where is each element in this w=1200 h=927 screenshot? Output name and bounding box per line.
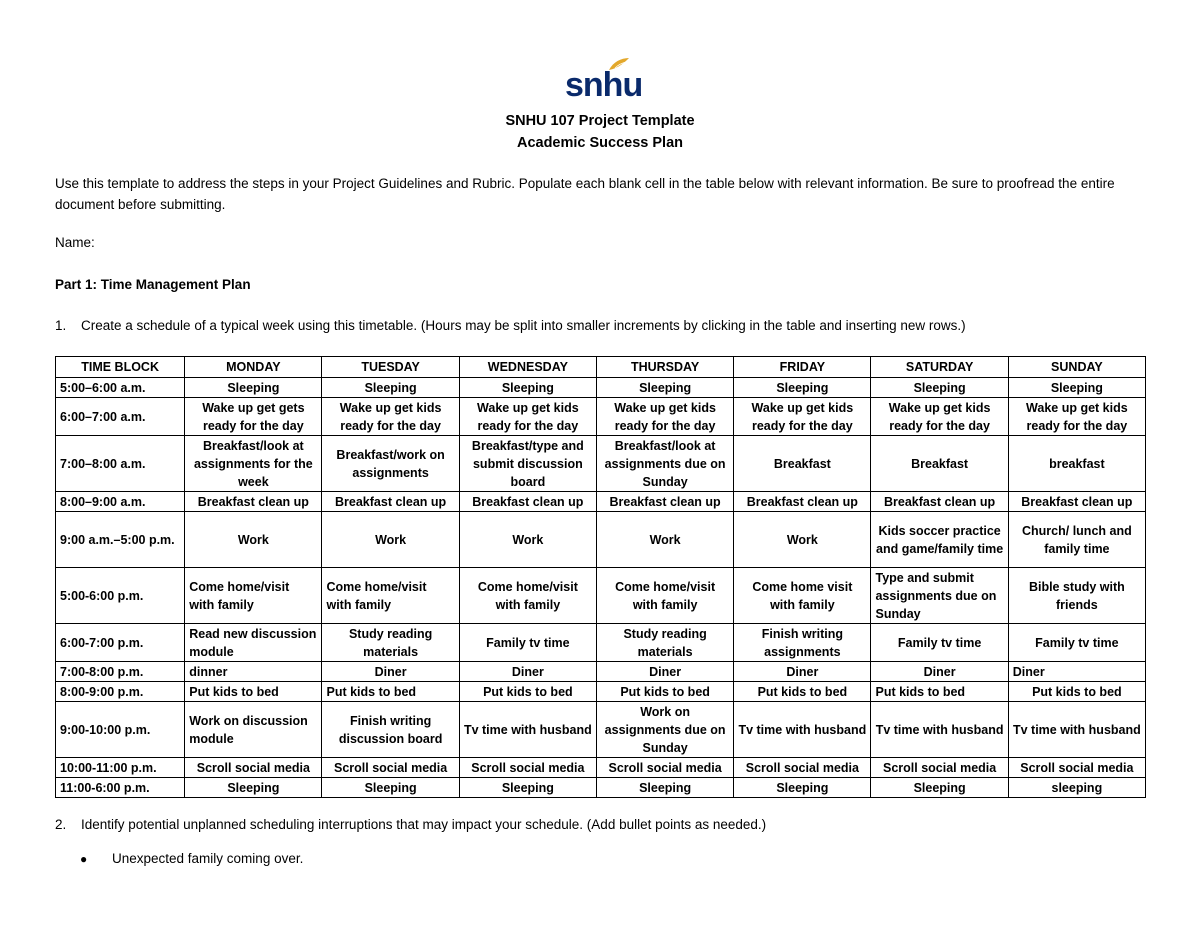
table-cell[interactable]: Put kids to bed — [871, 682, 1008, 702]
table-cell[interactable]: Wake up get kids ready for the day — [734, 398, 871, 436]
table-cell[interactable]: Come home/visit with family — [185, 568, 322, 624]
table-cell[interactable]: Put kids to bed — [596, 682, 733, 702]
step-2 — [55, 817, 766, 832]
header-tuesday: TUESDAY — [322, 357, 459, 378]
table-cell[interactable]: Breakfast clean up — [322, 492, 459, 512]
table-cell[interactable]: Read new discussion module — [185, 624, 322, 662]
table-row — [56, 512, 1146, 568]
table-cell[interactable]: Wake up get gets ready for the day — [185, 398, 322, 436]
table-cell[interactable]: Come home/visit with family — [322, 568, 459, 624]
table-cell[interactable]: Tv time with husband — [871, 702, 1008, 758]
table-cell[interactable]: Sleeping — [734, 378, 871, 398]
table-cell[interactable]: Scroll social media — [596, 758, 733, 778]
table-cell[interactable]: Work — [734, 512, 871, 568]
table-cell[interactable]: Scroll social media — [1008, 758, 1145, 778]
table-cell[interactable]: Sleeping — [596, 378, 733, 398]
table-cell[interactable]: Work — [322, 512, 459, 568]
table-cell[interactable]: Diner — [871, 662, 1008, 682]
table-cell[interactable]: Diner — [322, 662, 459, 682]
table-cell[interactable]: Breakfast clean up — [459, 492, 596, 512]
time-cell[interactable]: 7:00–8:00 a.m. — [56, 436, 185, 492]
table-cell[interactable]: Tv time with husband — [734, 702, 871, 758]
table-row — [56, 702, 1146, 758]
table-cell[interactable]: Finish writing assignments — [734, 624, 871, 662]
table-cell[interactable]: Breakfast/type and submit discussion board — [459, 436, 596, 492]
table-row — [56, 492, 1146, 512]
table-cell[interactable]: Breakfast clean up — [185, 492, 322, 512]
table-cell[interactable]: Sleeping — [322, 378, 459, 398]
table-cell[interactable]: Come home/visit with family — [596, 568, 733, 624]
table-row — [56, 662, 1146, 682]
table-cell[interactable]: Sleeping — [734, 778, 871, 798]
table-cell[interactable]: Tv time with husband — [1008, 702, 1145, 758]
schedule-table — [55, 356, 1146, 798]
table-cell[interactable]: Breakfast/look at assignments due on Sunday — [596, 436, 733, 492]
table-cell[interactable]: Study reading materials — [322, 624, 459, 662]
time-cell[interactable]: 8:00-9:00 p.m. — [56, 682, 185, 702]
table-cell[interactable]: Tv time with husband — [459, 702, 596, 758]
table-row — [56, 378, 1146, 398]
logo-wordmark: snhu — [565, 66, 643, 104]
table-row — [56, 682, 1146, 702]
table-cell[interactable]: Breakfast/work on assignments — [322, 436, 459, 492]
header-time-block: TIME BLOCK — [56, 357, 185, 378]
table-cell[interactable]: Put kids to bed — [459, 682, 596, 702]
table-cell[interactable]: Scroll social media — [459, 758, 596, 778]
table-cell[interactable]: Come home visit with family — [734, 568, 871, 624]
table-cell[interactable]: Sleeping — [596, 778, 733, 798]
table-cell[interactable]: Put kids to bed — [734, 682, 871, 702]
bullet-icon: ● — [80, 852, 88, 866]
table-cell[interactable]: Sleeping — [185, 778, 322, 798]
table-cell[interactable]: Work — [459, 512, 596, 568]
time-cell[interactable]: 6:00–7:00 a.m. — [56, 398, 185, 436]
table-cell[interactable]: Sleeping — [871, 378, 1008, 398]
header-monday: MONDAY — [185, 357, 322, 378]
table-cell[interactable]: Wake up get kids ready for the day — [322, 398, 459, 436]
header-saturday: SATURDAY — [871, 357, 1008, 378]
step-2-text: Identify potential unplanned scheduling interruptions that may impact your schedule. (Add bullet points as needed.) — [81, 817, 767, 832]
table-cell[interactable]: Breakfast clean up — [871, 492, 1008, 512]
snhu-logo — [563, 56, 643, 106]
table-cell[interactable]: Put kids to bed — [322, 682, 459, 702]
intro-paragraph: Use this template to address the steps in your Project Guidelines and Rubric. Populate each blank cell in the table below with relevant information. Be sure to proofread the entire document before submitting. — [55, 176, 1115, 212]
table-cell[interactable]: Come home/visit with family — [459, 568, 596, 624]
table-cell[interactable]: breakfast — [1008, 436, 1145, 492]
table-cell[interactable]: Family tv time — [871, 624, 1008, 662]
table-cell[interactable]: Scroll social media — [734, 758, 871, 778]
table-cell[interactable]: Breakfast clean up — [596, 492, 733, 512]
step-1-text: Create a schedule of a typical week using this timetable. (Hours may be split into smaller increments by clicking in the table and inserting new rows.) — [81, 318, 966, 333]
table-cell[interactable]: Scroll social media — [322, 758, 459, 778]
table-cell[interactable]: Breakfast — [734, 436, 871, 492]
table-cell[interactable]: Study reading materials — [596, 624, 733, 662]
table-cell[interactable]: Work — [185, 512, 322, 568]
table-row — [56, 778, 1146, 798]
table-cell[interactable]: Finish writing discussion board — [322, 702, 459, 758]
table-cell[interactable]: Diner — [1008, 662, 1145, 682]
step-1 — [55, 318, 966, 333]
time-cell[interactable]: 6:00-7:00 p.m. — [56, 624, 185, 662]
table-header-row — [56, 357, 1146, 378]
name-label: Name: — [55, 235, 95, 250]
list-item — [80, 851, 303, 866]
header-wednesday: WEDNESDAY — [459, 357, 596, 378]
time-cell[interactable]: 5:00–6:00 a.m. — [56, 378, 185, 398]
table-cell[interactable]: Sleeping — [1008, 378, 1145, 398]
step-2-number: 2. — [55, 817, 67, 832]
table-cell[interactable]: sleeping — [1008, 778, 1145, 798]
table-cell[interactable]: Type and submit assignments due on Sunday — [871, 568, 1008, 624]
table-cell[interactable]: Family tv time — [1008, 624, 1145, 662]
title-block — [0, 110, 1200, 154]
time-cell[interactable]: 7:00-8:00 p.m. — [56, 662, 185, 682]
table-cell[interactable]: Work — [596, 512, 733, 568]
time-cell[interactable]: 10:00-11:00 p.m. — [56, 758, 185, 778]
table-cell[interactable]: Put kids to bed — [1008, 682, 1145, 702]
table-cell[interactable]: Breakfast/look at assignments for the week — [185, 436, 322, 492]
table-cell[interactable]: Sleeping — [459, 778, 596, 798]
table-cell[interactable]: Work on assignments due on Sunday — [596, 702, 733, 758]
header-sunday: SUNDAY — [1008, 357, 1145, 378]
table-row — [56, 568, 1146, 624]
table-row — [56, 398, 1146, 436]
table-cell[interactable]: Scroll social media — [871, 758, 1008, 778]
table-cell[interactable]: Breakfast clean up — [1008, 492, 1145, 512]
table-cell[interactable]: Put kids to bed — [185, 682, 322, 702]
time-cell[interactable]: 5:00-6:00 p.m. — [56, 568, 185, 624]
table-cell[interactable]: Church/ lunch and family time — [1008, 512, 1145, 568]
table-cell[interactable]: Sleeping — [871, 778, 1008, 798]
table-cell[interactable]: Family tv time — [459, 624, 596, 662]
table-cell[interactable]: Wake up get kids ready for the day — [459, 398, 596, 436]
part1-heading: Part 1: Time Management Plan — [55, 277, 251, 292]
page-subtitle: Academic Success Plan — [516, 135, 684, 151]
table-cell[interactable]: Work on discussion module — [185, 702, 322, 758]
time-cell[interactable]: 8:00–9:00 a.m. — [56, 492, 185, 512]
table-cell[interactable]: Wake up get kids ready for the day — [871, 398, 1008, 436]
table-cell[interactable]: Breakfast clean up — [734, 492, 871, 512]
table-cell[interactable]: Bible study with friends — [1008, 568, 1145, 624]
table-cell[interactable]: Diner — [734, 662, 871, 682]
time-cell[interactable]: 9:00-10:00 p.m. — [56, 702, 185, 758]
table-cell[interactable]: Breakfast — [871, 436, 1008, 492]
table-cell[interactable]: Wake up get kids ready for the day — [1008, 398, 1145, 436]
table-cell[interactable]: Kids soccer practice and game/family time — [871, 512, 1008, 568]
table-cell[interactable]: Scroll social media — [185, 758, 322, 778]
time-cell[interactable]: 11:00-6:00 p.m. — [56, 778, 185, 798]
table-cell[interactable]: Wake up get kids ready for the day — [596, 398, 733, 436]
table-cell[interactable]: Sleeping — [185, 378, 322, 398]
table-row — [56, 624, 1146, 662]
table-row — [56, 758, 1146, 778]
table-row — [56, 436, 1146, 492]
table-cell[interactable]: Sleeping — [322, 778, 459, 798]
page-title: SNHU 107 Project Template — [505, 113, 695, 129]
table-cell[interactable]: Sleeping — [459, 378, 596, 398]
header-friday: FRIDAY — [734, 357, 871, 378]
table-cell[interactable]: Diner — [459, 662, 596, 682]
bullet-text: Unexpected family coming over. — [112, 851, 304, 866]
table-cell[interactable]: dinner — [185, 662, 322, 682]
header-thursday: THURSDAY — [596, 357, 733, 378]
time-cell[interactable]: 9:00 a.m.–5:00 p.m. — [56, 512, 185, 568]
table-cell[interactable]: Diner — [596, 662, 733, 682]
step-1-number: 1. — [55, 318, 67, 333]
